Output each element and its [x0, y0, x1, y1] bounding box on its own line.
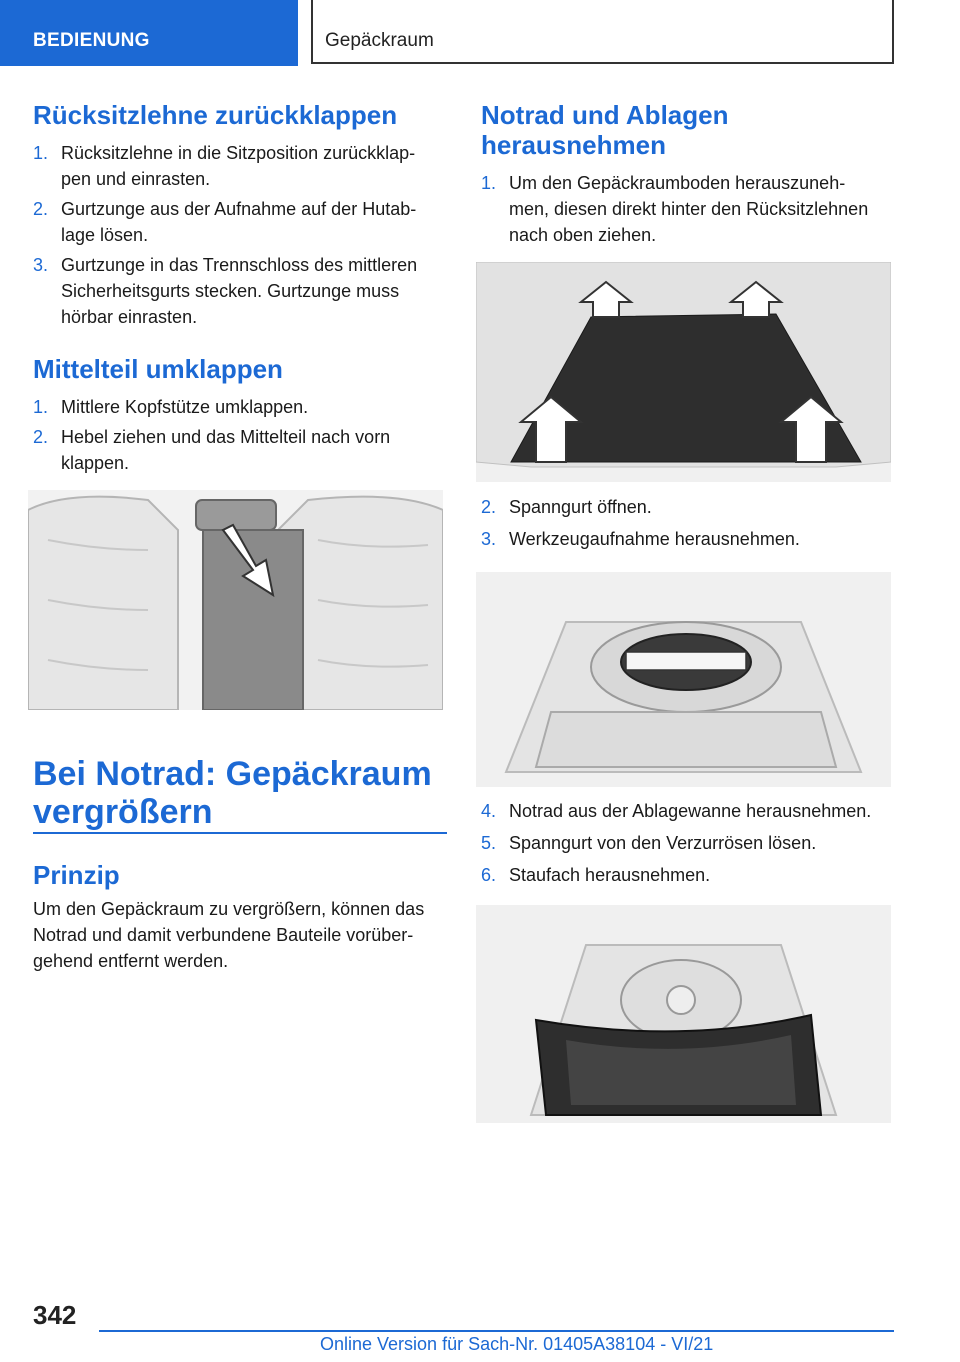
rear-seat-drawing	[28, 490, 443, 710]
left-column-lower	[33, 755, 447, 831]
steps-list-2	[481, 494, 893, 552]
list-item: 5. Spanngurt von den Verzurrösen lösen.	[481, 833, 817, 853]
trunk-floor-drawing	[476, 262, 891, 482]
list-item: 1. Mittlere Kopfstütze umklappen.	[33, 397, 309, 417]
heading-principle: Prinzip	[33, 860, 120, 890]
list-item: 1. Rücksitzlehne in die Sitzposition zurückklap- pen und einrasten.	[33, 143, 416, 189]
steps-center	[33, 394, 447, 476]
page-number: 342	[33, 1300, 77, 1330]
right-column	[481, 100, 893, 248]
steps-spare-2	[481, 494, 893, 552]
spare-wheel-well-illustration	[476, 572, 891, 787]
footer-rule	[99, 1330, 894, 1332]
heading-enlarge: Bei Notrad: Gepäckraum vergrößern	[33, 755, 432, 831]
list-item: 1. Um den Gepäckraumboden herauszuneh- men, diesen direkt hinter den Rücksitzlehnen nach oben ziehen.	[481, 173, 869, 245]
storage-compartment-illustration	[476, 905, 891, 1123]
principle-block	[33, 860, 447, 974]
steps-backrest	[33, 140, 447, 330]
list-item: 2. Spanngurt öffnen.	[481, 497, 652, 517]
rear-seat-illustration	[28, 490, 443, 710]
storage-compartment-drawing	[476, 905, 891, 1123]
heading-spare-wheel: Notrad und Ablagen herausnehmen	[481, 100, 729, 160]
list-item: 2. Gurtzunge aus der Aufnahme auf der Hutab- lage lösen.	[33, 199, 417, 245]
footer-version: Online Version für Sach-Nr. 01405A38104 - VI/21	[320, 1334, 714, 1354]
spare-wheel-well-drawing	[476, 572, 891, 787]
list-item: 6. Staufach herausnehmen.	[481, 865, 711, 885]
heading-center: Mittelteil umklappen	[33, 354, 283, 384]
steps-spare-1	[481, 170, 893, 248]
list-item: 3. Gurtzunge in das Trennschloss des mittleren Sicherheitsgurts stecken. Gurtzunge muss hörbar einrasten.	[33, 255, 418, 327]
heading-underline	[33, 832, 447, 834]
section-tab	[0, 0, 298, 66]
chapter-title: Gepäckraum	[325, 30, 434, 51]
section-label: BEDIENUNG	[33, 30, 150, 51]
list-item: 3. Werkzeugaufnahme herausnehmen.	[481, 529, 800, 549]
steps-spare-3	[481, 798, 893, 888]
heading-backrest: Rücksitzlehne zurückklappen	[33, 100, 398, 130]
principle-text: Um den Gepäckraum zu vergrößern, können das Notrad und damit verbundene Bauteile vorüber- gehend entfernt werden.	[33, 899, 425, 971]
list-item: 4. Notrad aus der Ablagewanne herausnehmen.	[481, 801, 872, 821]
page-header	[0, 0, 960, 66]
trunk-floor-illustration	[476, 262, 891, 482]
left-column	[33, 100, 447, 476]
steps-list-3	[481, 798, 893, 888]
list-item: 2. Hebel ziehen und das Mittelteil nach vorn klappen.	[33, 427, 391, 473]
